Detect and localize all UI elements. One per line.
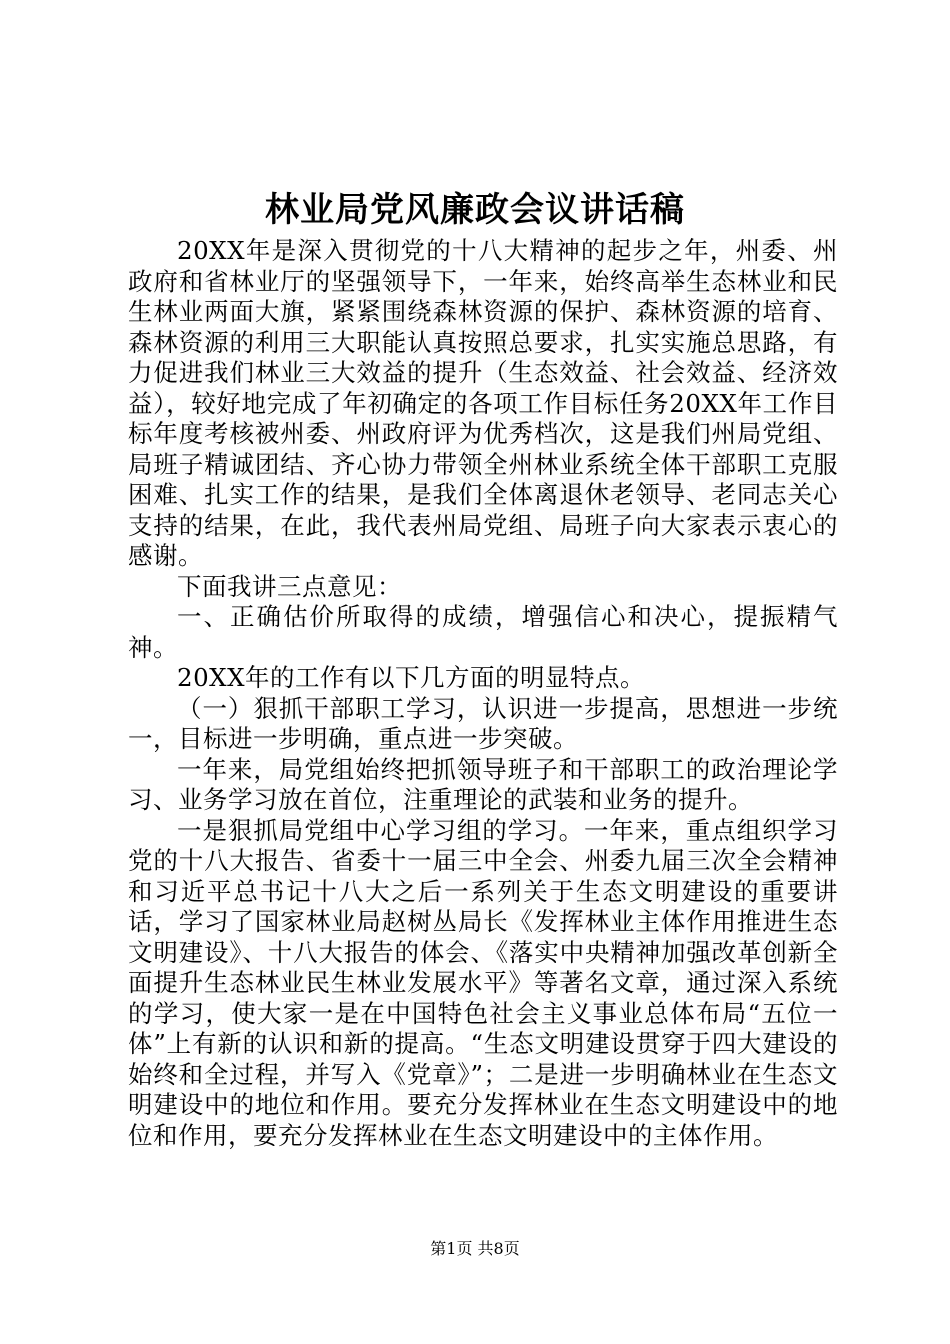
page-footer: 第1页 共8页 <box>430 1239 520 1258</box>
paragraph: 20XX年是深入贯彻党的十八大精神的起步之年，州委、州政府和省林业厅的坚强领导下，一年来，始终高举生态林业和民生林业两面大旗，紧紧围绕森林资源的保护、森林资源的培育、森林资源的利用三大职能认真按照总要求，扎实实施总思路，有力促进我们林业三大效益的提升（生态效益、社会效益、经济效益），较好地完成了年初确定的各项工作目标任务20XX年工作目标年度考核被州委、州政府评为优秀档次，这是我们州局党组、局班子精诚团结、齐心协力带领全州林业系统全体干部职工克服困难、扎实工作的结果，是我们全体离退休老领导、老同志关心支持的结果，在此，我代表州局党组、局班子向大家表示衷心的感谢。 <box>128 236 838 570</box>
paragraph: 下面我讲三点意见： <box>177 571 402 601</box>
paragraph: 一年来，局党组始终把抓领导班子和干部职工的政治理论学习、业务学习放在首位，注重理论的武装和业务的提升。 <box>128 754 838 814</box>
paragraph: 一是狠抓局党组中心学习组的学习。一年来，重点组织学习党的十八大报告、省委十一届三中全会、州委九届三次全会精神和习近平总书记十八大之后一系列关于生态文明建设的重要讲话，学习了国家林业局赵树丛局长《发挥林业主体作用推进生态文明建设》、十八大报告的体会、《落实中央精神加强改革创新全面提升生态林业民生林业发展水平》等著名文章，通过深入系统的学习，使大家一是在中国特色社会主义事业总体布局“五位一体”上有新的认识和新的提高。“生态文明建设贯穿于四大建设的始终和全过程，并写入《党章》”；二是进一步明确林业在生态文明建设中的地位和作用。要充分发挥林业在生态文明建设中的地位和作用，要充分发挥林业在生态文明建设中的主体作用。 <box>128 815 838 1150</box>
document-title: 林业局党风廉政会议讲话稿 <box>265 190 685 230</box>
paragraph: （一）狠抓干部职工学习，认识进一步提高，思想进一步统一，目标进一步明确，重点进一步突破。 <box>128 693 838 753</box>
paragraph: 20XX年的工作有以下几方面的明显特点。 <box>177 663 646 692</box>
document-body <box>128 236 838 1151</box>
paragraph: 一、正确估价所取得的成绩，增强信心和决心，提振精气神。 <box>128 602 838 662</box>
